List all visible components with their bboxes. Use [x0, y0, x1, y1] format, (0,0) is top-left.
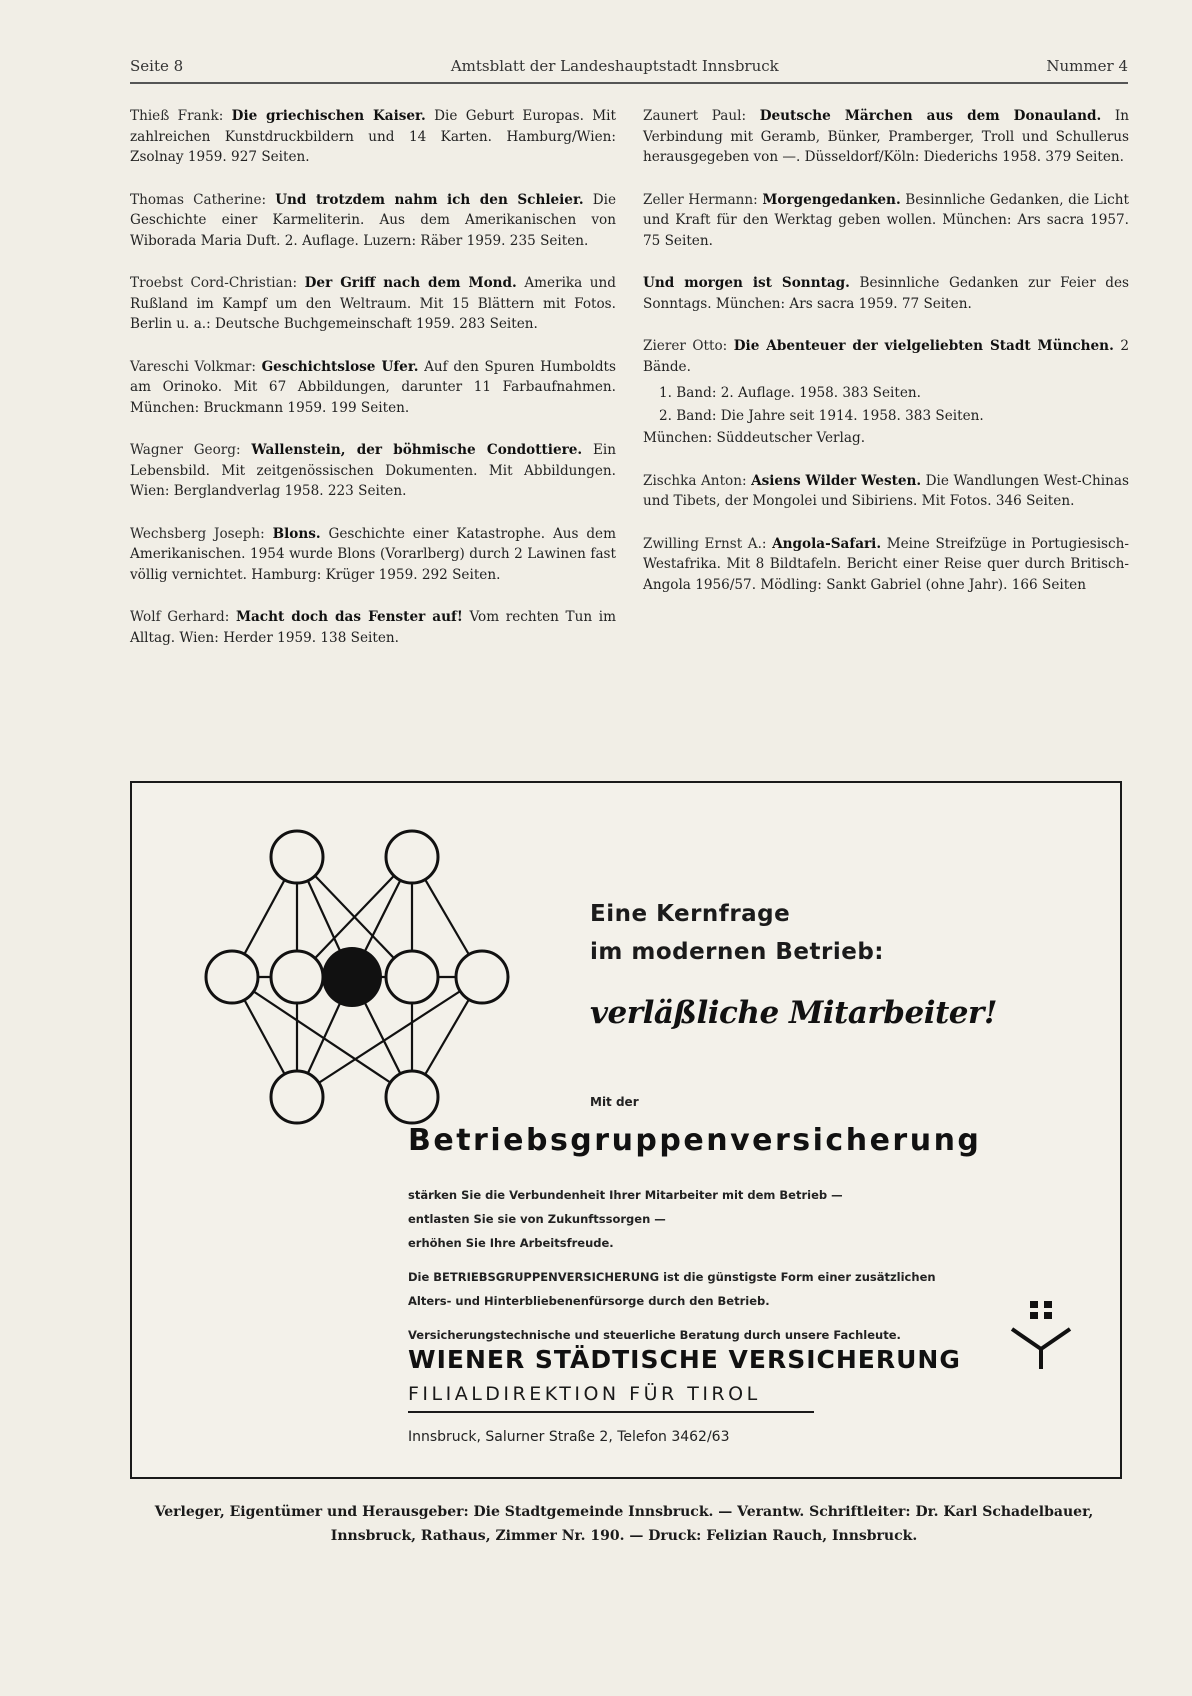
ad-mit-der: Mit der — [590, 1095, 639, 1109]
book-entry: Thomas Catherine: Und trotzdem nahm ich den Schleier. Die Geschichte einer Karmeliterin. Aus dem Amerikanischen von Wiborada Maria Duft. 2. Auflage. Luzern: Räber 1959. 235 Seiten. — [130, 191, 616, 249]
ad-headline: Eine Kernfrage im modernen Betrieb: — [590, 901, 884, 965]
book-entry: Wolf Gerhard: Macht doch das Fenster auf! Vom rechten Tun im Alltag. Wien: Herder 1959. 138 Seiten. — [130, 609, 616, 646]
network-graphic-icon — [202, 807, 512, 1127]
ad-address: Innsbruck, Salurner Straße 2, Telefon 3462/63 — [408, 1429, 730, 1445]
book-entry: Zischka Anton: Asiens Wilder Westen. Die Wandlungen West-Chinas und Tibets, der Mongolei und Sibiriens. Mit Fotos. 346 Seiten. — [643, 472, 1129, 509]
book-entry: Vareschi Volkmar: Geschichtslose Ufer. Auf den Spuren Humboldts am Orinoko. Mit 67 Abbildungen, darunter 11 Farbaufnahmen. München: Bruckmann 1959. 199 Seiten. — [130, 358, 617, 416]
book-entry: Wechsberg Joseph: Blons. Geschichte einer Katastrophe. Aus dem Amerikanischen. 1954 wurde Blons (Vorarlberg) durch 2 Lawinen fast völlig vernichtet. Hamburg: Krüger 1959. 292 Seiten. — [130, 525, 616, 583]
book-entry: Und morgen ist Sonntag. Besinnliche Gedanken zur Feier des Sonntags. München: Ars sacra 1959. 77 Seiten. — [643, 275, 1129, 312]
running-head — [130, 54, 1128, 78]
book-entry: Troebst Cord-Christian: Der Griff nach dem Mond. Amerika und Rußland im Kampf um den Weltraum. Mit 15 Blättern mit Fotos. Berlin u. a.: Deutsche Buchgemeinschaft 1959. 283 Seiten. — [130, 275, 617, 332]
insurance-logo-icon — [1008, 1299, 1074, 1371]
ad-script-slogan: verläßliche Mitarbeiter! — [590, 995, 997, 1031]
ad-body-text: stärken Sie die Verbundenheit Ihrer Mitarbeiter mit dem Betrieb — entlasten Sie sie von Zukunftssorgen — erhöhen Sie Ihre Arbeitsfreude. Die BETRIEBSGRUPPENVERSICHERUNG ist die günstigste Form einer zusätzlichen Alters- und Hinterbliebenenfürsorge durch den Betrieb. Versicherungstechnische und steuerliche Beratung durch unsere Fachleute. — [408, 1188, 936, 1342]
book-entry: Thieß Frank: Die griechischen Kaiser. Die Geburt Europas. Mit zahlreichen Kunstdruckbildern und 14 Karten. Hamburg/Wien: Zsolnay 1959. 927 Seiten. — [130, 108, 616, 165]
insurance-advertisement — [130, 781, 1122, 1479]
left-column — [130, 106, 616, 670]
volume-line: 1. Band: 2. Auflage. 1958. 383 Seiten. — [659, 385, 921, 401]
book-entry: Zierer Otto: Die Abenteuer der vielgeliebten Stadt München. 2 Bände. — [643, 338, 1129, 375]
book-entry: Wagner Georg: Wallenstein, der böhmische Condottiere. Ein Lebensbild. Mit zeitgenössischen Dokumenten. Mit Abbildungen. Wien: Berglandverlag 1958. 223 Seiten. — [130, 442, 616, 499]
publication-title: Amtsblatt der Landeshauptstadt Innsbruck — [450, 57, 779, 75]
header-rule — [130, 82, 1128, 84]
ad-product-name: Betriebsgruppenversicherung — [408, 1123, 982, 1158]
volume-line: 2. Band: Die Jahre seit 1914. 1958. 383 Seiten. — [659, 407, 984, 424]
ad-company-name: WIENER STÄDTISCHE VERSICHERUNG — [408, 1345, 961, 1374]
right-column — [643, 106, 1129, 617]
book-entry: Zeller Hermann: Morgengedanken. Besinnliche Gedanken, die Licht und Kraft für den Werktag geben wollen. München: Ars sacra 1957. 75 Seiten. — [643, 191, 1129, 249]
issue-number: Nummer 4 — [1046, 57, 1128, 75]
book-entry: Zaunert Paul: Deutsche Märchen aus dem Donauland. In Verbindung mit Geramb, Bünker, Pramberger, Troll und Schullerus herausgegeben von —. Düsseldorf/Köln: Diederichs 1958. 379 Seiten. — [643, 108, 1130, 165]
imprint: Verleger, Eigentümer und Herausgeber: Die Stadtgemeinde Innsbruck. — Verantw. Schriftleiter: Dr. Karl Schadelbauer, Innsbruck, Rathaus, Zimmer Nr. 190. — Druck: Felizian Rauch, Innsbruck. — [154, 1504, 1094, 1544]
ad-branch-rule — [408, 1411, 814, 1413]
book-entry: Zwilling Ernst A.: Angola-Safari. Meine Streifzüge in Portugiesisch-Westafrika. Mit 8 Bildtafeln. Bericht einer Reise quer durch Britisch-Angola 1956/57. Mödling: Sankt Gabriel (ohne Jahr). 166 Seiten — [643, 535, 1129, 593]
publisher-line: München: Süddeutscher Verlag. — [643, 430, 866, 446]
ad-branch-name: FILIALDIREKTION FÜR TIROL — [408, 1383, 761, 1405]
page-number: Seite 8 — [130, 57, 184, 75]
